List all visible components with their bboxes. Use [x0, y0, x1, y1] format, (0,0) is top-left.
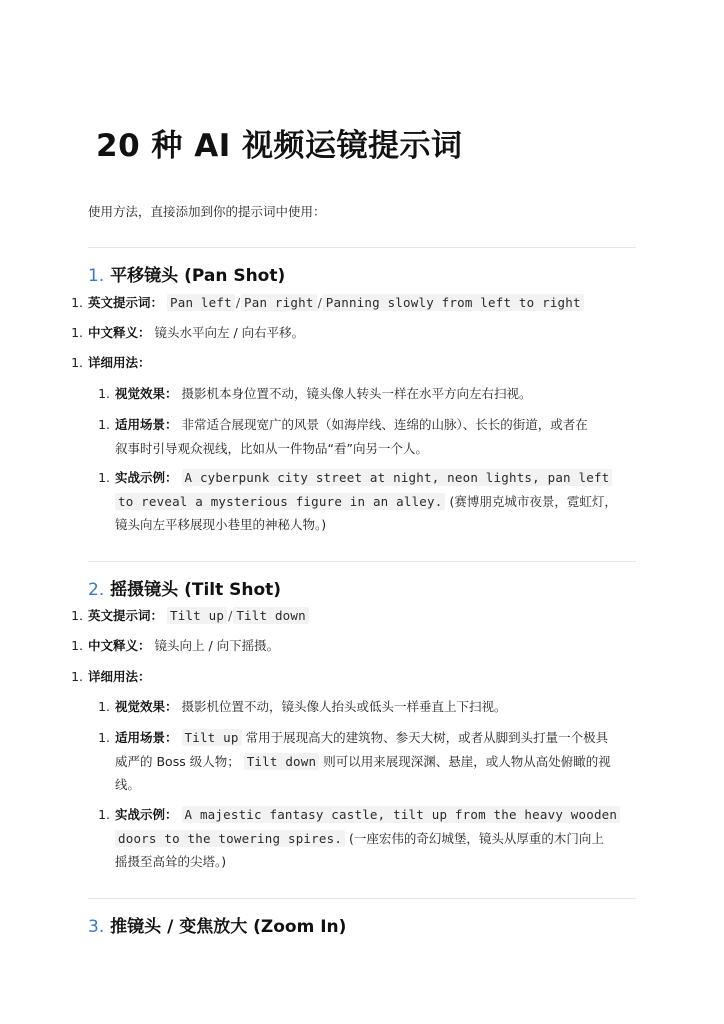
sub-item-scene	[98, 413, 636, 460]
section-title	[88, 575, 281, 600]
inline-code: Tilt down	[244, 753, 320, 770]
sub-item-visual	[98, 382, 636, 406]
list-item-detail	[71, 351, 636, 375]
item-label: 中文释义：	[88, 638, 151, 653]
inline-code: Tilt up	[167, 607, 227, 624]
section-heading: 摇摄镜头 (Tilt Shot)	[110, 580, 282, 600]
slash-separator: /	[317, 295, 322, 310]
list-marker: 1.	[71, 608, 83, 623]
list-marker: 1.	[98, 730, 110, 745]
list-marker: 1.	[71, 638, 83, 653]
list-marker: 1.	[71, 325, 83, 340]
inline-code: A cyberpunk city street at night, neon lights, pan left	[182, 469, 613, 486]
section-number: 3.	[88, 917, 105, 937]
inline-code: Pan right	[241, 294, 317, 311]
section-title	[88, 912, 346, 937]
list-marker: 1.	[71, 669, 83, 684]
item-text: (一座宏伟的奇幻城堡，镜头从厚重的木门向上	[349, 830, 604, 846]
item-text: 常用于展现高大的建筑物、参天大树，或者从脚到头打量一个极具	[245, 730, 609, 745]
item-label: 视觉效果：	[115, 386, 178, 401]
item-label: 详细用法：	[88, 355, 151, 370]
inline-code: Panning slowly from left to right	[323, 294, 584, 311]
item-text: 威严的 Boss 级人物；	[115, 753, 240, 769]
item-text: (赛博朋克城市夜景，霓虹灯，	[449, 493, 617, 509]
slash-separator: /	[235, 295, 241, 310]
item-text: 摄影机位置不动，镜头像人抬头或低头一样垂直上下扫视。	[181, 699, 507, 714]
item-label: 适用场景：	[115, 730, 178, 745]
divider	[88, 247, 636, 248]
inline-code: Tilt down	[233, 607, 309, 624]
intro-text: 使用方法，直接添加到你的提示词中使用：	[88, 204, 326, 219]
list-marker: 1.	[71, 355, 83, 370]
item-text: 摇摄至高耸的尖塔。)	[115, 854, 227, 869]
list-item-detail	[71, 665, 636, 689]
item-text: 则可以用来展现深渊、悬崖，或人物从高处俯瞰的视	[323, 753, 611, 769]
page-title: 20 种 AI 视频运镜提示词	[96, 128, 463, 164]
inline-code: Pan left	[167, 294, 235, 311]
item-label: 英文提示词：	[88, 608, 164, 623]
item-label: 实战示例：	[115, 470, 178, 485]
sub-item-scene	[98, 726, 636, 797]
inline-code: Tilt up	[182, 729, 242, 746]
item-label: 实战示例：	[115, 807, 178, 822]
inline-code: A majestic fantasy castle, tilt up from the heavy wooden	[182, 806, 621, 823]
slash-separator: /	[228, 608, 233, 623]
list-item-en-prompt	[71, 291, 636, 315]
list-marker: 1.	[71, 295, 83, 310]
item-text: 镜头水平向左 / 向右平移。	[154, 325, 305, 340]
item-label: 视觉效果：	[115, 699, 178, 714]
sub-item-example	[98, 466, 636, 537]
sub-item-example	[98, 803, 636, 874]
item-label: 适用场景：	[115, 417, 178, 432]
item-text: 镜头向左平移展现小巷里的神秘人物。)	[115, 517, 327, 532]
list-marker: 1.	[98, 386, 110, 401]
item-text: 镜头向上 / 向下摇摄。	[154, 638, 280, 653]
item-label: 详细用法：	[88, 669, 151, 684]
item-text: 线。	[115, 777, 141, 792]
list-marker: 1.	[98, 417, 110, 432]
divider	[88, 561, 636, 562]
divider	[88, 898, 636, 899]
section-number: 1.	[88, 266, 105, 286]
list-item-zh-meaning	[71, 634, 636, 658]
item-text: 摄影机本身位置不动，镜头像人转头一样在水平方向左右扫视。	[181, 386, 532, 401]
list-item-zh-meaning	[71, 321, 636, 345]
list-marker: 1.	[98, 807, 110, 822]
item-label: 中文释义：	[88, 325, 151, 340]
section-heading: 平移镜头 (Pan Shot)	[110, 266, 286, 286]
sub-item-visual	[98, 695, 636, 719]
inline-code: to reveal a mysterious figure in an alley.	[115, 493, 445, 510]
inline-code: doors to the towering spires.	[115, 830, 345, 847]
section-heading: 推镜头 / 变焦放大 (Zoom In)	[110, 917, 347, 937]
list-marker: 1.	[98, 699, 110, 714]
list-marker: 1.	[98, 470, 110, 485]
list-item-en-prompt	[71, 604, 636, 628]
section-title	[88, 261, 285, 286]
item-label: 英文提示词：	[88, 295, 164, 310]
section-number: 2.	[88, 580, 105, 600]
item-text: 叙事时引导观众视线，比如从一件物品“看”向另一个人。	[115, 440, 428, 456]
item-text: 非常适合展现宽广的风景（如海岸线、连绵的山脉）、长长的街道，或者在	[181, 417, 588, 432]
